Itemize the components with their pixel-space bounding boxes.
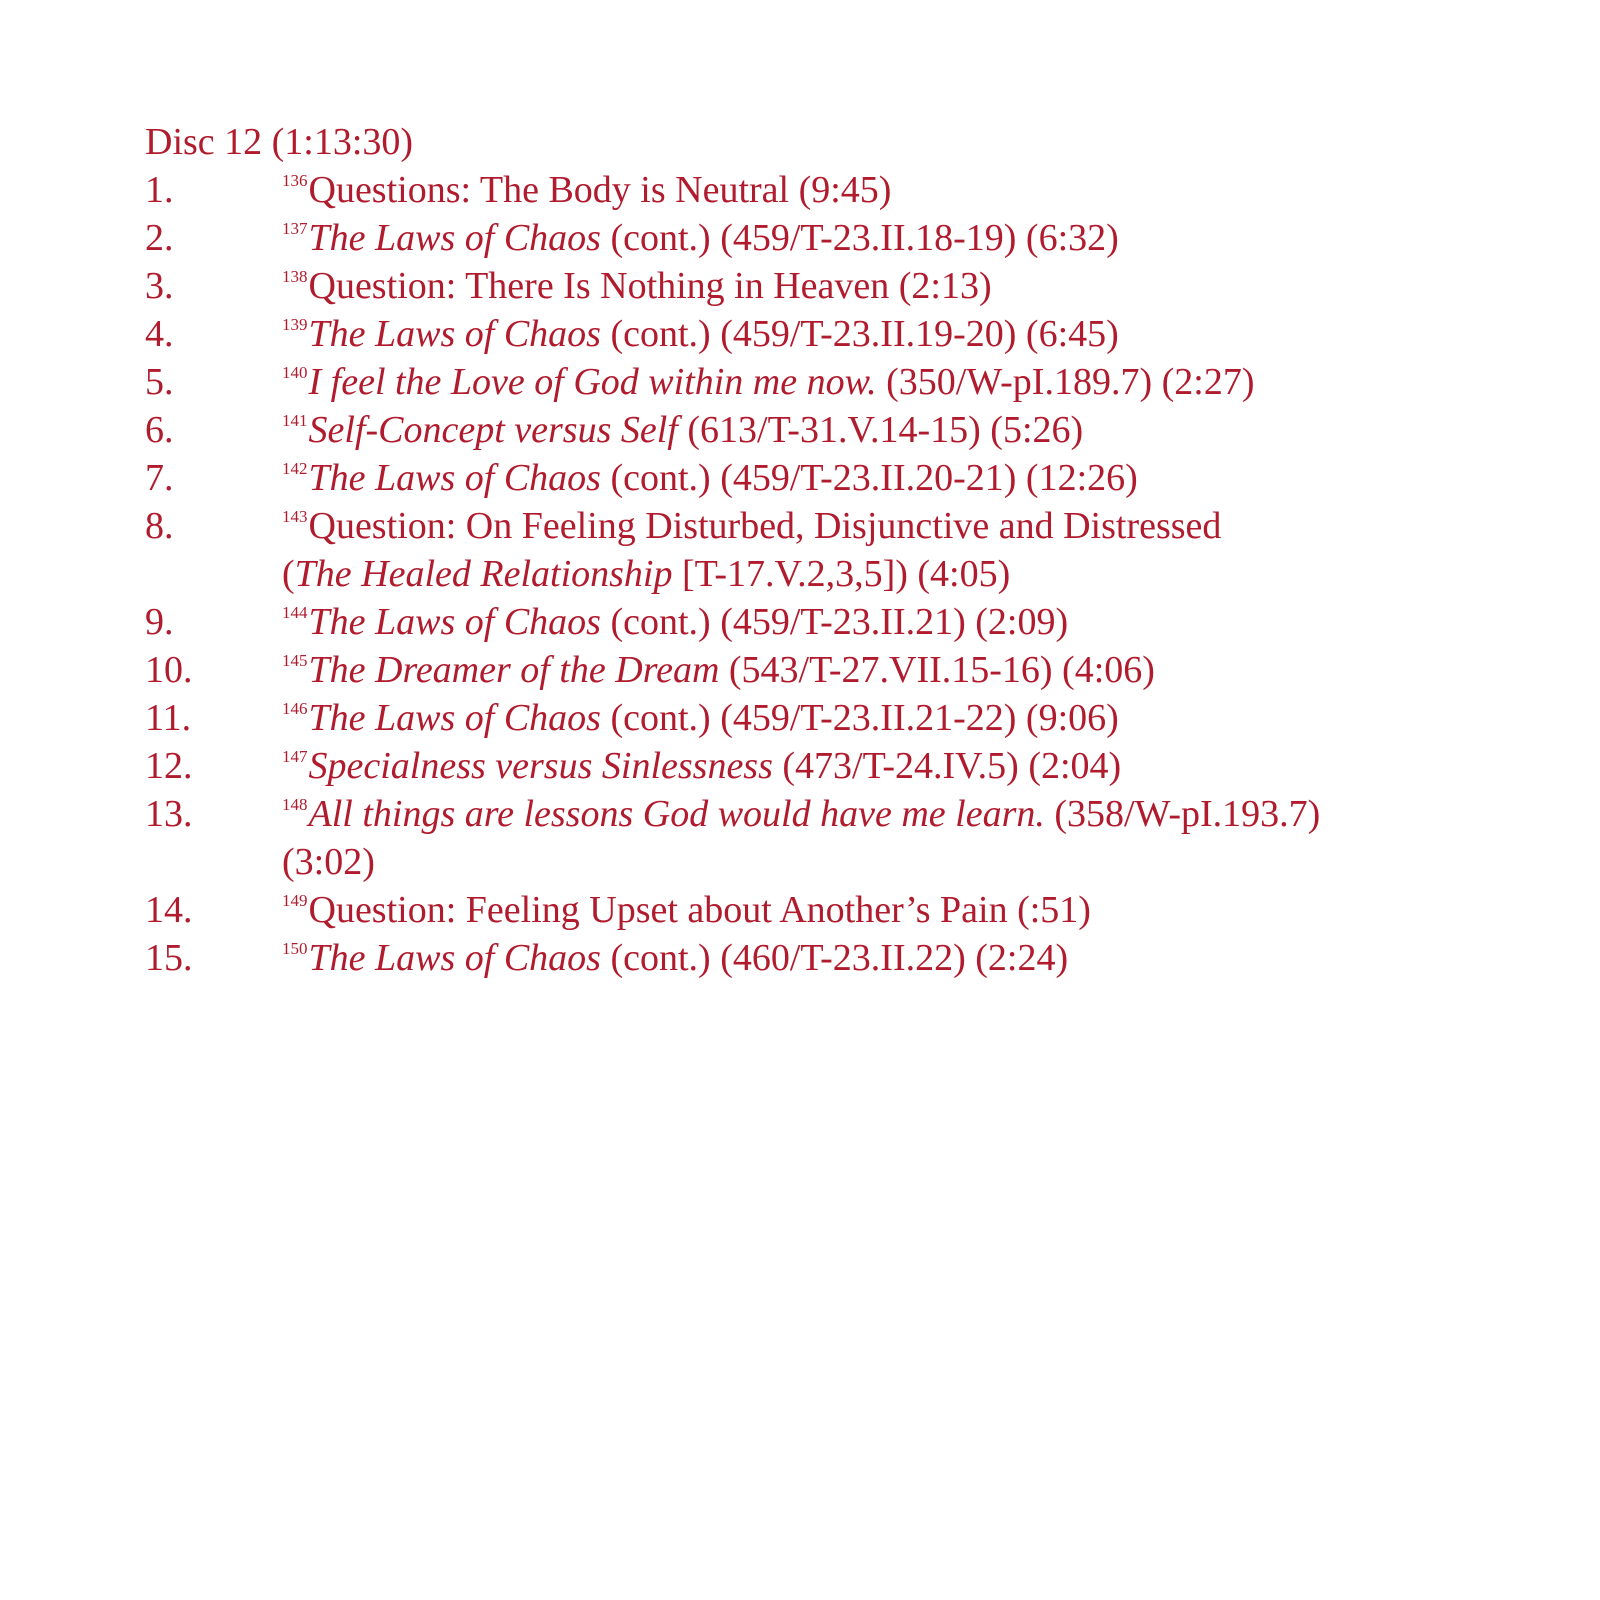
track-entry — [282, 886, 1565, 934]
track-number: 11. — [145, 697, 192, 739]
footnote-ref: 143 — [282, 507, 308, 526]
track-entry — [282, 166, 1565, 214]
track-entry — [282, 742, 1565, 790]
track-citation: (cont.) (459/T-23.II.21) (2:09) — [600, 601, 1069, 643]
track-citation: (cont.) (459/T-23.II.19-20) (6:45) — [600, 313, 1119, 355]
track-continuation — [282, 550, 1565, 598]
track-item — [145, 742, 1565, 790]
track-entry — [282, 934, 1565, 982]
footnote-ref: 144 — [282, 603, 308, 622]
footnote-ref: 140 — [282, 363, 308, 382]
track-item — [145, 934, 1565, 982]
track-title-italic: The Laws of Chaos — [308, 601, 601, 643]
track-title-italic: The Dreamer of the Dream — [308, 649, 720, 691]
footnote-ref: 149 — [282, 891, 308, 910]
track-item — [145, 646, 1565, 694]
track-subtitle-italic: The Healed Relationship — [294, 553, 673, 595]
track-number: 5. — [145, 361, 174, 403]
track-item — [145, 406, 1565, 454]
track-citation: (cont.) (459/T-23.II.18-19) (6:32) — [600, 217, 1119, 259]
open-paren: ( — [282, 553, 295, 595]
track-number: 3. — [145, 265, 174, 307]
track-citation: (cont.) (459/T-23.II.20-21) (12:26) — [600, 457, 1138, 499]
track-item — [145, 598, 1565, 646]
track-item — [145, 502, 1565, 598]
track-citation: (613/T-31.V.14-15) (5:26) — [677, 409, 1084, 451]
track-entry — [282, 406, 1565, 454]
track-title-italic: The Laws of Chaos — [308, 937, 601, 979]
track-citation: (cont.) (460/T-23.II.22) (2:24) — [600, 937, 1069, 979]
track-item — [145, 790, 1565, 886]
track-number: 4. — [145, 313, 174, 355]
track-title-italic: The Laws of Chaos — [308, 457, 601, 499]
track-entry — [282, 502, 1565, 598]
track-number: 2. — [145, 217, 174, 259]
track-citation: (350/W-pI.189.7) (2:27) — [876, 361, 1255, 403]
track-entry — [282, 646, 1565, 694]
track-title-italic: Self-Concept versus Self — [308, 409, 678, 451]
footnote-ref: 142 — [282, 459, 308, 478]
track-title: Question: There Is Nothing in Heaven (2:13) — [308, 265, 992, 307]
disc-title: Disc 12 (1:13:30) — [145, 121, 414, 163]
track-number: 14. — [145, 889, 193, 931]
track-title: Question: On Feeling Disturbed, Disjunctive and Distressed — [308, 505, 1222, 547]
track-number: 1. — [145, 169, 174, 211]
track-citation: (543/T-27.VII.15-16) (4:06) — [719, 649, 1155, 691]
footnote-ref: 146 — [282, 699, 308, 718]
track-entry — [282, 262, 1565, 310]
track-number: 10. — [145, 649, 193, 691]
track-title-italic: I feel the Love of God within me now. — [308, 361, 877, 403]
track-duration: (3:02) — [282, 841, 375, 883]
track-title-italic: All things are lessons God would have me learn. — [308, 793, 1045, 835]
track-listing — [145, 118, 1565, 982]
footnote-ref: 148 — [282, 795, 308, 814]
track-entry — [282, 310, 1565, 358]
track-number: 8. — [145, 505, 174, 547]
track-title-italic: Specialness versus Sinlessness — [308, 745, 773, 787]
track-item — [145, 694, 1565, 742]
track-item — [145, 166, 1565, 214]
track-item — [145, 358, 1565, 406]
track-title: Question: Feeling Upset about Another’s Pain (:51) — [308, 889, 1091, 931]
track-citation: (cont.) (459/T-23.II.21-22) (9:06) — [600, 697, 1119, 739]
footnote-ref: 141 — [282, 411, 308, 430]
track-item — [145, 310, 1565, 358]
track-number: 13. — [145, 793, 193, 835]
footnote-ref: 139 — [282, 315, 308, 334]
track-title-italic: The Laws of Chaos — [308, 697, 601, 739]
track-entry — [282, 214, 1565, 262]
track-number: 12. — [145, 745, 193, 787]
track-citation: (358/W-pI.193.7) — [1044, 793, 1321, 835]
track-entry — [282, 358, 1565, 406]
track-number: 7. — [145, 457, 174, 499]
track-citation: (473/T-24.IV.5) (2:04) — [772, 745, 1122, 787]
track-entry — [282, 790, 1565, 886]
track-number: 9. — [145, 601, 174, 643]
track-title-italic: The Laws of Chaos — [308, 313, 601, 355]
footnote-ref: 136 — [282, 171, 308, 190]
footnote-ref: 137 — [282, 219, 308, 238]
track-entry — [282, 694, 1565, 742]
track-item — [145, 886, 1565, 934]
track-entry — [282, 454, 1565, 502]
track-citation: [T-17.V.2,3,5]) (4:05) — [672, 553, 1011, 595]
track-item — [145, 454, 1565, 502]
footnote-ref: 145 — [282, 651, 308, 670]
footnote-ref: 150 — [282, 939, 308, 958]
track-title-italic: The Laws of Chaos — [308, 217, 601, 259]
footnote-ref: 138 — [282, 267, 308, 286]
track-list — [145, 166, 1565, 982]
footnote-ref: 147 — [282, 747, 308, 766]
track-entry — [282, 598, 1565, 646]
track-title: Questions: The Body is Neutral (9:45) — [308, 169, 892, 211]
track-number: 6. — [145, 409, 174, 451]
track-item — [145, 262, 1565, 310]
track-item — [145, 214, 1565, 262]
track-number: 15. — [145, 937, 193, 979]
